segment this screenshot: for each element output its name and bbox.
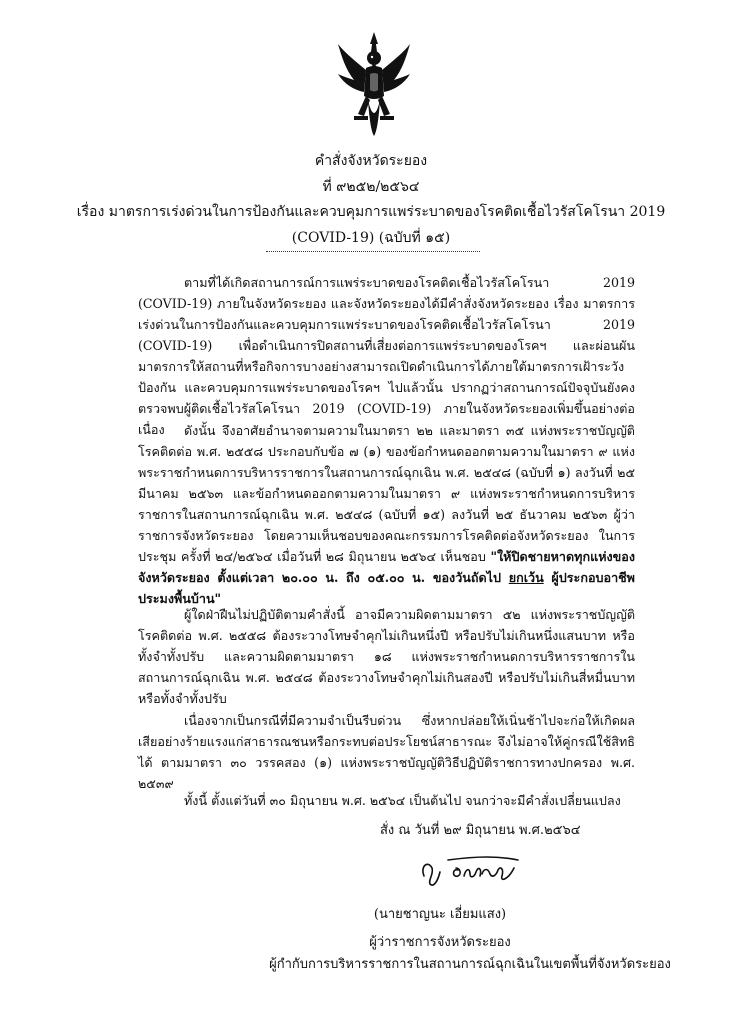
paragraph-text (138, 420, 635, 609)
subject-line-1: เรื่อง มาตรการเร่งด่วนในการป้องกันและควบคุมการแพร่ระบาดของโรคติดเชื้อไวรัสโคโรนา 2019 (76, 204, 666, 220)
order-highlight: "ให้ปิดชายหาดทุกแห่งของจังหวัดระยอง ตั้งแต่เวลา ๒๐.๐๐ น. ถึง ๐๕.๐๐ น. ของวันถัดไป (138, 549, 635, 585)
paragraph-text: ผู้ใดฝ่าฝืนไม่ปฏิบัติตามคำสั่งนี้ อาจมีความผิดตามมาตรา ๕๒ แห่งพระราชบัญญัติโรคติดต่อ พ.ศ. ๒๕๕๘ ต้องระวางโทษจำคุกไม่เกินหนึ่งปี หรือปรับไม่เกินหนึ่งแสนบาท หรือทั้งจำทั้งปรับ และความผิดตามมาตรา ๑๘ แห่งพระราชกำหนดการบริหารราชการในสถานการณ์ฉุกเฉิน พ.ศ. ๒๕๔๘ ต้องระวางโทษจำคุกไม่เกินสองปี หรือปรับไม่เกินสี่หมื่นบาท หรือทั้งจำทั้งปรับ (138, 607, 635, 706)
order-text: ดังนั้น จึงอาศัยอำนาจตามความในมาตรา ๒๒ และมาตรา ๓๕ แห่งพระราชบัญญัติโรคติดต่อ พ.ศ. ๒๕๕๘ ประกอบกับข้อ ๗ (๑) ของข้อกำหนดออกตามความในมาตรา ๙ แห่งพระราชกำหนดการบริหารราชการในสถานการณ์ฉุกเฉิน พ.ศ. ๒๕๔๘ (ฉบับที่ ๑) ลงวันที่ ๒๕ มีนาคม ๒๕๖๓ และข้อกำหนดออกตามความในมาตรา ๙ แห่งพระราชกำหนดการบริหารราชการในสถานการณ์ฉุกเฉิน พ.ศ. ๒๕๔๘ (ฉบับที่ ๑๕) ลงวันที่ ๒๕ ธันวาคม ๒๕๖๓ ผู้ว่าราชการจังหวัดระยอง โดยความเห็นชอบของคณะกรรมการโรคติดต่อจังหวัดระยอง ในการประชุม ครั้งที่ ๒๔/๒๕๖๔ เมื่อวันที่ ๒๘ มิถุนายน ๒๕๖๔ เห็นชอบ (138, 423, 635, 564)
paragraph-order (138, 420, 635, 609)
order-number: ที่ ๙๒๕๒/๒๕๖๔ (322, 179, 420, 195)
subject-line-2: (COVID-19) (ฉบับที่ ๑๕) (291, 230, 451, 246)
handwritten-signature (418, 846, 528, 890)
order-highlight-end: ผู้ประกอบอาชีพประมงพื้นบ้าน" (138, 570, 635, 606)
paragraph-effective-date (138, 790, 635, 811)
signer-position-secondary: ผู้กำกับการบริหารราชการในสถานการณ์ฉุกเฉินในเขตพื้นที่จังหวัดระยอง (269, 957, 671, 972)
paragraph-background (138, 272, 635, 440)
garuda-emblem-icon (336, 30, 412, 140)
paragraph-text: ทั้งนี้ ตั้งแต่วันที่ ๓๐ มิถุนายน พ.ศ. ๒๕๖๔ เป็นต้นไป จนกว่าจะมีคำสั่งเปลี่ยนแปลง (184, 793, 621, 808)
order-exception-word: ยกเว้น (508, 570, 544, 585)
header-divider (266, 251, 480, 252)
paragraph-penalty (138, 604, 635, 709)
signer-position: ผู้ว่าราชการจังหวัดระยอง (369, 935, 511, 950)
paragraph-urgency (138, 710, 635, 794)
paragraph-text: ตามที่ได้เกิดสถานการณ์การแพร่ระบาดของโรคติดเชื้อไวรัสโคโรนา 2019 (COVID-19) ภายในจังหวัดระยอง และจังหวัดระยองได้มีคำสั่งจังหวัดระยอง เรื่อง มาตรการเร่งด่วนในการป้องกันและควบคุมการแพร่ระบาดของโรคติดเชื้อไวรัสโคโรนา 2019 (COVID-19) เพื่อดำเนินการปิดสถานที่เสี่ยงต่อการแพร่ระบาดของโรคฯ และผ่อนผันมาตรการให้สถานที่หรือกิจการบางอย่างสามารถเปิดดำเนินการได้ภายใต้มาตรการเฝ้าระวัง ป้องกัน และควบคุมการแพร่ระบาดของโรคฯ ไปแล้วนั้น ปรากฏว่าสถานการณ์ปัจจุบันยังคงตรวจพบผู้ติดเชื้อไวรัสโคโรนา 2019 (COVID-19) ภายในจังหวัดระยองเพิ่มขึ้นอย่างต่อเนื่อง (138, 275, 635, 437)
signed-date: สั่ง ณ วันที่ ๒๙ มิถุนายน พ.ศ.๒๕๖๔ (380, 823, 581, 838)
paragraph-text: เนื่องจากเป็นกรณีที่มีความจำเป็นรีบด่วน ซึ่งหากปล่อยให้เนิ่นช้าไปจะก่อให้เกิดผลเสียอย่างร้ายแรงแก่สาธารณชนหรือกระทบต่อประโยชน์สาธารณะ จึงไม่อาจให้คู่กรณีใช้สิทธิได้ ตามมาตรา ๓๐ วรรคสอง (๑) แห่งพระราชบัญญัติวิธีปฏิบัติราชการทางปกครอง พ.ศ. ๒๕๓๙ (138, 713, 635, 791)
signer-name: (นายชาญนะ เอี่ยมแสง) (373, 907, 507, 922)
order-title: คำสั่งจังหวัดระยอง (314, 153, 428, 169)
